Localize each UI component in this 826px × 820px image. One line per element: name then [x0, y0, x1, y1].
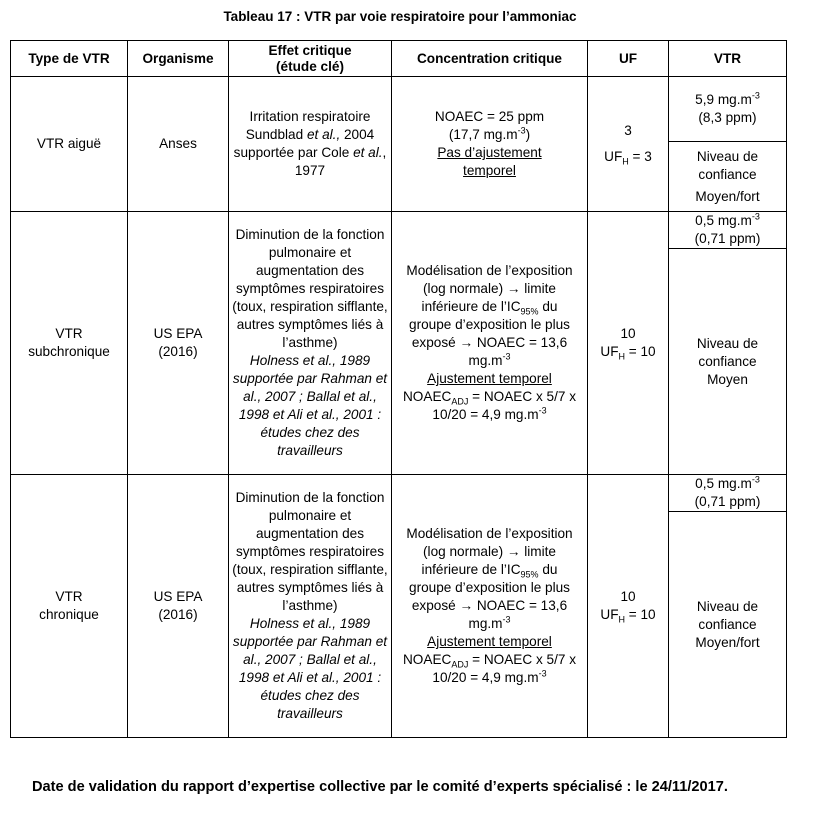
- conc-subchronique-b: du groupe d’exposition le plus exposé → NOAEC = 13,6 mg.m: [409, 299, 570, 368]
- uf-subchronique-h: [591, 343, 665, 361]
- effet-subchronique-text: Diminution de la fonction pulmonaire et augmentation des symptômes respiratoires (toux, respiration sifflante, autres symptômes liés à l’asthme): [232, 227, 388, 350]
- cell-concentration-subchronique: [392, 212, 588, 475]
- conc-subchronique-exp: -3: [502, 351, 511, 362]
- vtr-subchronique-value: [672, 212, 783, 230]
- cell-organisme-subchronique: US EPA (2016): [128, 212, 229, 475]
- vtr-aigue-conf-value: Moyen/fort: [695, 188, 760, 204]
- vtr-subchronique-ppm: (0,71 ppm): [694, 231, 761, 246]
- cell-concentration-aigue: [392, 77, 588, 212]
- cell-organisme-chronique: US EPA (2016): [128, 475, 229, 738]
- vtr-subchronique-conf-value: Moyen: [707, 371, 748, 387]
- cell-effet-chronique: [229, 475, 392, 738]
- header-row: [11, 41, 787, 77]
- conc-subchronique-adj-a: NOAEC: [402, 389, 452, 404]
- table-row-subchronique: [11, 212, 787, 249]
- conc-subchronique-text: [400, 262, 579, 370]
- vtr-table: [10, 40, 787, 738]
- validation-date-note: Date de validation du rapport d’expertise collective par le comité d’experts spécialisé : le 24/11/2017.: [32, 779, 728, 795]
- cell-effet-subchronique: [229, 212, 392, 475]
- vtr-chronique-value: [672, 475, 783, 493]
- conc-chronique-adj-b: = NOAEC x 5/7 x 10/20 = 4,9 mg.m: [432, 652, 576, 685]
- conc-chronique-adj-title: Ajustement temporel: [427, 634, 552, 649]
- cell-vtr-conf-subchronique: [669, 249, 787, 475]
- vtr-chronique-value-exp: -3: [751, 474, 760, 485]
- effet-chronique-text: Diminution de la fonction pulmonaire et augmentation des symptômes respiratoires (toux, respiration sifflante, autres symptômes liés à l’asthme): [232, 490, 388, 613]
- uf-subchronique-h-label: UF: [600, 344, 619, 359]
- header-vtr: VTR: [669, 41, 787, 77]
- conc-subchronique-adj-sub: ADJ: [451, 396, 469, 407]
- cell-organisme-aigue: Anses: [128, 77, 229, 212]
- vtr-aigue-ppm: (8,3 ppm): [698, 110, 757, 125]
- uf-chronique-h-sub: H: [618, 614, 625, 625]
- effet-aigue-year: 2004: [340, 127, 375, 142]
- vtr-aigue-value-exp: -3: [751, 90, 760, 101]
- conc-aigue-line2a: (17,7 mg.m: [448, 127, 518, 142]
- cell-vtr-conf-aigue: [669, 142, 787, 212]
- uf-aigue-value: 3: [624, 123, 632, 138]
- conc-subchronique-adj: [400, 388, 579, 424]
- table-caption: Tableau 17 : VTR par voie respiratoire pour l’ammoniac: [223, 9, 577, 24]
- uf-aigue-h-value: = 3: [628, 149, 652, 164]
- effet-aigue-year2: , 1977: [294, 145, 387, 178]
- vtr-chronique-conf-label: Niveau de confiance: [696, 598, 759, 632]
- cell-type-chronique: VTR chronique: [11, 475, 128, 738]
- effet-aigue-support-text: supportée par Cole: [233, 145, 354, 160]
- uf-chronique-h-label: UF: [600, 607, 619, 622]
- conc-chronique-a: Modélisation de l’exposition (log normale) → limite inférieure de l’IC: [406, 526, 573, 577]
- header-uf: UF: [588, 41, 669, 77]
- effet-aigue-ref: [232, 126, 388, 144]
- conc-aigue-line1: NOAEC = 25 ppm: [434, 109, 545, 124]
- conc-chronique-adj-sub: ADJ: [451, 659, 469, 670]
- uf-aigue-h: [591, 148, 665, 166]
- conc-aigue-line3: Pas d’ajustement temporel: [437, 145, 542, 178]
- conc-subchronique-sub95: 95%: [520, 306, 539, 317]
- uf-chronique-h: [591, 606, 665, 624]
- cell-effet-aigue: [229, 77, 392, 212]
- conc-subchronique-a: Modélisation de l’exposition (log normale) → limite inférieure de l’IC: [406, 263, 573, 314]
- header-concentration: Concentration critique: [392, 41, 588, 77]
- cell-vtr-value-chronique: [669, 475, 787, 512]
- cell-concentration-chronique: [392, 475, 588, 738]
- table-row-chronique: [11, 475, 787, 512]
- conc-subchronique-adj-exp: -3: [538, 405, 547, 416]
- conc-chronique-adj-exp: -3: [538, 668, 547, 679]
- vtr-chronique-ppm: (0,71 ppm): [694, 494, 761, 509]
- header-effet: [229, 41, 392, 77]
- conc-chronique-text: [400, 525, 579, 633]
- uf-subchronique-h-sub: H: [618, 351, 625, 362]
- cell-vtr-value-aigue: [669, 77, 787, 142]
- uf-aigue-h-sub: H: [622, 156, 629, 167]
- conc-subchronique-adj-title: Ajustement temporel: [427, 371, 552, 386]
- header-effet-line2: (étude clé): [276, 58, 344, 74]
- cell-uf-aigue: [588, 77, 669, 212]
- uf-aigue-h-label: UF: [604, 149, 623, 164]
- uf-chronique-h-value: = 10: [625, 607, 656, 622]
- effet-subchronique-ref: Holness et al., 1989 supportée par Rahman et al., 2007 ; Ballal et al., 1998 et Ali et al., 2001 : études chez des travailleurs: [232, 353, 388, 458]
- vtr-aigue-conf-label: Niveau de confiance: [696, 148, 759, 182]
- conc-aigue-line2: [395, 126, 584, 144]
- header-type: Type de VTR: [11, 41, 128, 77]
- effet-aigue-line1: Irritation respiratoire: [249, 109, 371, 124]
- cell-type-aigue: VTR aiguë: [11, 77, 128, 212]
- conc-chronique-exp: -3: [502, 614, 511, 625]
- vtr-chronique-conf-value: Moyen/fort: [695, 634, 760, 650]
- vtr-chronique-value-a: 0,5 mg.m: [695, 476, 752, 491]
- cell-uf-chronique: [588, 475, 669, 738]
- cell-vtr-conf-chronique: [669, 512, 787, 738]
- effet-aigue-etal2: et al.: [353, 145, 383, 160]
- conc-aigue-line2b: ): [525, 127, 531, 142]
- cell-type-subchronique: VTR subchronique: [11, 212, 128, 475]
- conc-chronique-adj: [400, 651, 579, 687]
- conc-chronique-sub95: 95%: [520, 569, 539, 580]
- effet-aigue-author: Sundblad: [245, 127, 307, 142]
- vtr-aigue-value-a: 5,9 mg.m: [695, 92, 752, 107]
- vtr-subchronique-value-exp: -3: [751, 211, 760, 222]
- effet-chronique-ref: Holness et al., 1989 supportée par Rahman et al., 2007 ; Ballal et al., 1998 et Ali et al., 2001 : études chez des travailleurs: [232, 616, 388, 721]
- header-effet-line1: Effet critique: [268, 42, 352, 58]
- uf-chronique-value: 10: [620, 589, 636, 604]
- header-organisme: Organisme: [128, 41, 229, 77]
- conc-chronique-adj-a: NOAEC: [402, 652, 452, 667]
- conc-aigue-exp: -3: [517, 125, 526, 136]
- effet-aigue-support: [232, 144, 388, 180]
- vtr-subchronique-value-a: 0,5 mg.m: [695, 213, 752, 228]
- vtr-subchronique-conf-label: Niveau de confiance: [696, 335, 759, 369]
- effet-aigue-etal: et al.,: [306, 127, 341, 142]
- uf-subchronique-value: 10: [620, 326, 636, 341]
- table-row-aigue: [11, 77, 787, 142]
- conc-chronique-b: du groupe d’exposition le plus exposé → NOAEC = 13,6 mg.m: [409, 562, 570, 631]
- cell-vtr-value-subchronique: [669, 212, 787, 249]
- conc-subchronique-adj-b: = NOAEC x 5/7 x 10/20 = 4,9 mg.m: [432, 389, 576, 422]
- vtr-aigue-value: [672, 91, 783, 109]
- uf-subchronique-h-value: = 10: [625, 344, 656, 359]
- cell-uf-subchronique: [588, 212, 669, 475]
